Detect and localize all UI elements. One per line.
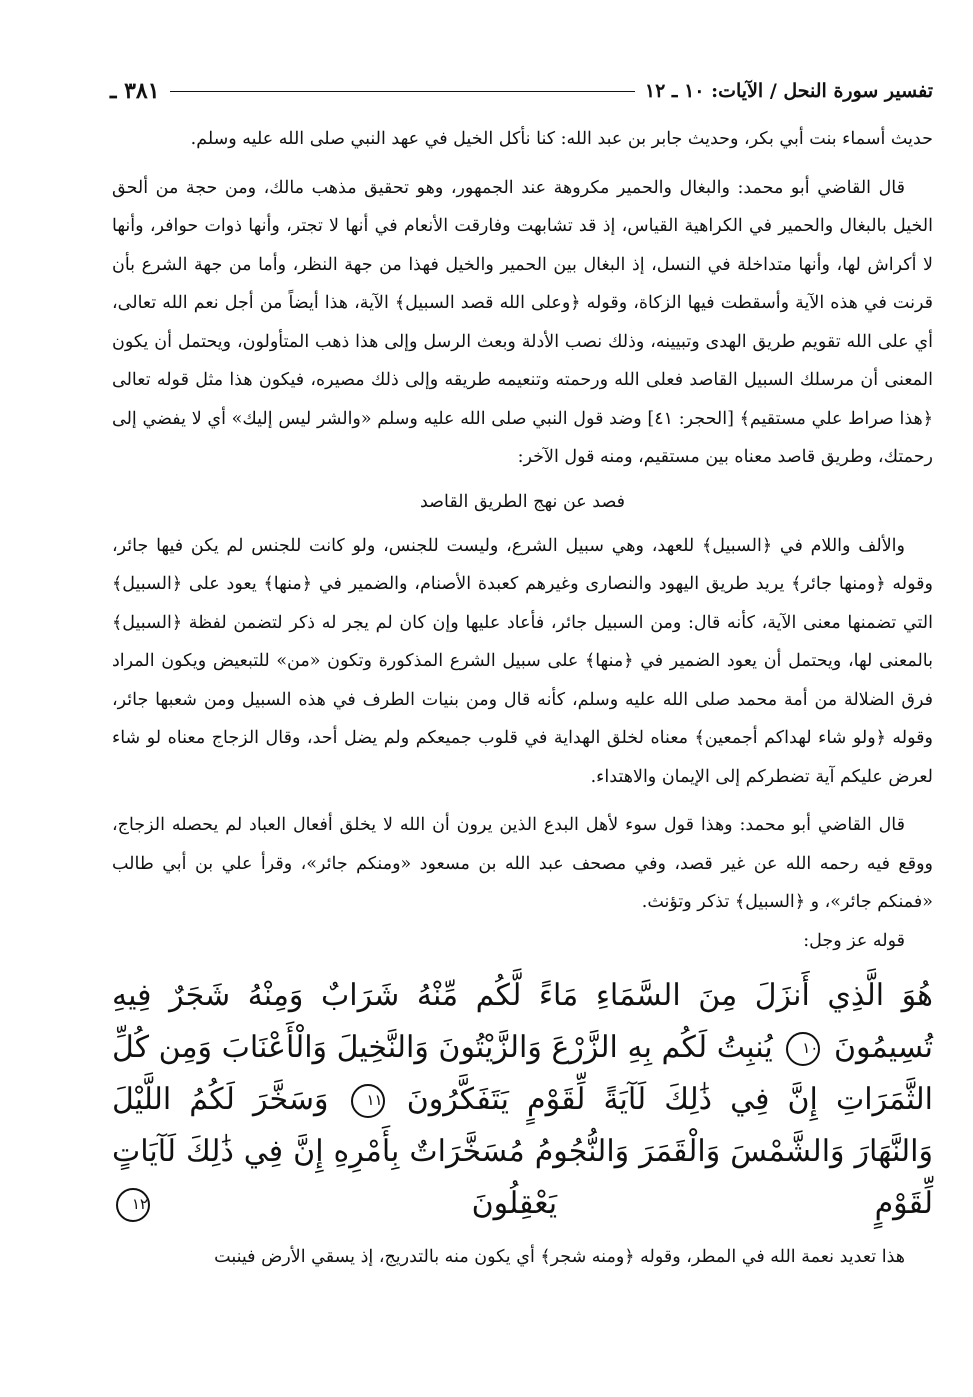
paragraph: حديث أسماء بنت أبي بكر، وحديث جابر بن عبد الله: كنا نأكل الخيل في عهد النبي صلى الله عليه وسلم. [190,129,933,149]
quran-ayah-10: هُوَ الَّذِي أَنزَلَ مِنَ السَّمَاءِ مَاءً لَّكُم مِّنْهُ شَرَابٌ وَمِنْهُ شَجَرٌ فِيهِ تُسِيمُونَ [112,978,933,1065]
page-body [112,120,933,1277]
header-rule [170,91,635,92]
paragraph: قال القاضي أبو محمد: وهذا قول سوء لأهل البدع الذين يرون أن الله لا يخلق أفعال العباد لم يحصله الزجاج، ووقع فيه رحمه الله عن غير قصد، وفي مصحف عبد الله بن مسعود «ومنكم جائر»، وقرأ علي بن أبي طالب «فمنكم جائر»، و ﴿السبيل﴾ تذكر وتؤنث. [112,815,933,912]
ayah-number-marker: ١٠ [786,1032,820,1066]
quran-ayah-12: وَسَخَّرَ لَكُمُ اللَّيْلَ وَالنَّهَارَ وَالشَّمْسَ وَالْقَمَرَ وَالنُّجُومُ مُسَخَّرَاتٌ بِأَمْرِهِ إِنَّ فِي ذَٰلِكَ لَآيَاتٍ لِّقَوْمٍ يَعْقِلُونَ [112,1082,933,1221]
ayah-number-marker: ١١ [351,1084,385,1118]
ayah-number-marker: ١٢ [116,1188,150,1222]
poetry-verse: فصد عن نهج الطريق القاصد [419,491,626,512]
quran-verses [112,970,933,1230]
paragraph: هذا تعديد نعمة الله في المطر، وقوله ﴿ومنه شجر﴾ أي يكون منه بالتدريج، إذ يسقي الأرض فينبت [214,1247,905,1267]
quran-ayah-11: يُنبِتُ لَكُم بِهِ الزَّرْعَ وَالزَّيْتُونَ وَالنَّخِيلَ وَالْأَعْنَابَ وَمِن كُلِّ الثَّمَرَاتِ إِنَّ فِي ذَٰلِكَ لَآيَةً لِّقَوْمٍ يَتَفَكَّرُونَ [112,1030,933,1117]
verse-intro: قوله عز وجل: [803,930,905,951]
running-header [110,74,933,108]
paragraph: قال القاضي أبو محمد: والبغال والحمير مكروهة عند الجمهور، وهو تحقيق مذهب مالك، ومن حجة من ألحق الخيل بالبغال والحمير في الكراهية القياس، إذ قد تشابهت وفارقت الأنعام في أنها لا تجتر، وأنها ذوات حوافر، وأنها لا أكراش لها، وأنها متداخلة في النسل، إذ البغال بين الحمير والخيل فهذا من جهة النظر، وأما من جهة الشرع بأن قرنت في هذه الآية وأسقطت فيها الزكاة، وقوله ﴿وعلى الله قصد السبيل﴾ الآية، هذا أيضاً من أجل نعم الله تعالى، أي على الله تقويم طريق الهدى وتبيينه، وذلك نصب الأدلة وبعث الرسل وإلى هذا ذهب المتأولون، ويحتمل أن يكون المعنى أن مرسلك السبيل القاصد فعلى الله ورحمته وتنعيمه طريقه وإلى ذلك مصيره، فيكون هذا مثل قوله تعالى ﴿هذا صراط علي مستقيم﴾ [الحجر: ٤١] وضد قول النبي صلى الله عليه وسلم «والشر ليس إليك» أي لا يفضي إلى رحمتك، وطريق قاصد معناه بين مستقيم، ومنه قول الآخر: [112,177,933,467]
header-title: تفسير سورة النحل / الآيات: ١٠ ـ ١٢ [644,80,933,102]
page-number: ٣٨١ ـ [110,78,160,104]
paragraph: والألف واللام في ﴿السبيل﴾ للعهد، وهي سبيل الشرع، وليست للجنس، ولو كانت للجنس لم يكن فيها جائر، وقوله ﴿ومنها جائر﴾ يريد طريق اليهود والنصارى وغيرهم كعبدة الأصنام، والضمير في ﴿منها﴾ يعود على ﴿السبيل﴾ التي تضمنها معنى الآية، كأنه قال: ومن السبيل جائر، فأعاد عليها وإن كان لم يجر له ذكر لتضمن لفظة ﴿السبيل﴾ بالمعنى لها، ويحتمل أن يعود الضمير في ﴿منها﴾ على سبيل الشرع المذكورة وتكون «من» للتبعيض ويكون المراد فرق الضلالة من أمة محمد صلى الله عليه وسلم، كأنه قال ومن بنيات الطرف في هذه السبيل ومن شعبها جائر، وقوله ﴿ولو شاء لهداكم أجمعين﴾ معناه لخلق الهداية في قلوب جميعكم ولم يضل أحد، وقال الزجاج معناه لو شاء لعرض عليكم آية تضطركم إلى الإيمان والاهتداء. [112,535,933,787]
